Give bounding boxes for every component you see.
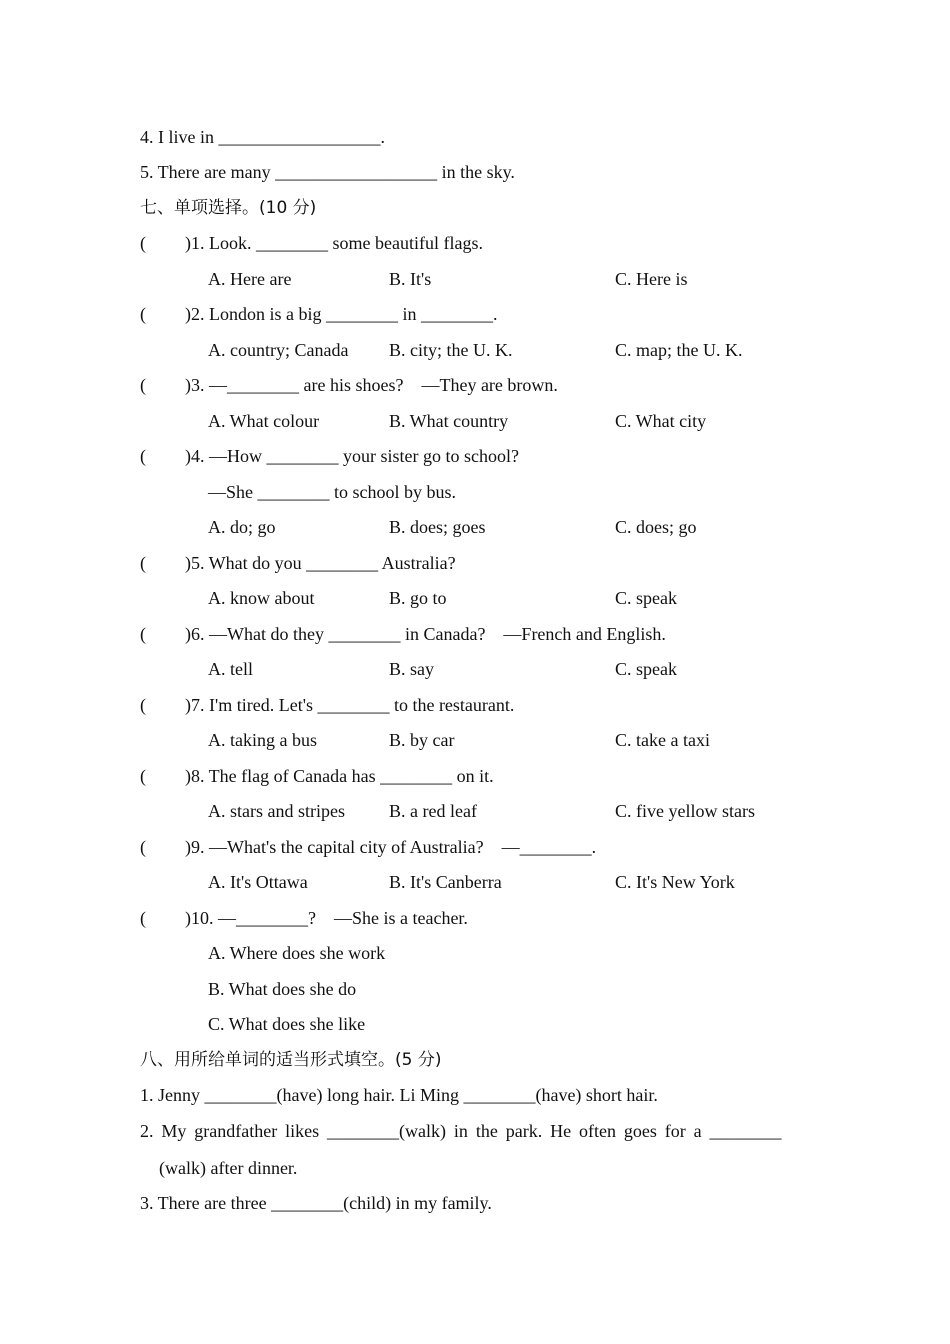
- question-stem: )7. I'm tired. Let's ________ to the restaurant.: [185, 695, 515, 715]
- question-7: [140, 694, 514, 716]
- fill-item-2-continued: (walk) after dinner.: [159, 1158, 298, 1178]
- option-b: B. does; goes: [389, 517, 486, 537]
- question-stem: )8. The flag of Canada has ________ on it.: [185, 766, 494, 786]
- question-stem: )3. —________ are his shoes? —They are brown.: [185, 375, 558, 395]
- question-stem: )1. Look. ________ some beautiful flags.: [185, 233, 483, 253]
- option-a: A. It's Ottawa: [208, 872, 308, 892]
- answer-paren: (: [140, 304, 146, 324]
- question-stem: )10. —________? —She is a teacher.: [185, 908, 468, 928]
- option-a: A. tell: [208, 659, 253, 679]
- fill-item-5: 5. There are many __________________ in the sky.: [140, 162, 515, 182]
- option-b: B. city; the U. K.: [389, 340, 513, 360]
- section-7-title: 七、单项选择。(10 分): [140, 198, 317, 218]
- answer-paren: (: [140, 233, 146, 253]
- option-a: A. know about: [208, 588, 315, 608]
- option-a: A. Where does she work: [208, 943, 386, 963]
- option-b: B. It's: [389, 269, 432, 289]
- answer-paren: (: [140, 375, 146, 395]
- answer-paren: (: [140, 908, 146, 928]
- answer-paren: (: [140, 446, 146, 466]
- option-c: C. five yellow stars: [615, 801, 755, 821]
- question-4: [140, 445, 519, 467]
- question-stem: )9. —What's the capital city of Australia? —________.: [185, 837, 597, 857]
- fill-item-3: 3. There are three ________(child) in my family.: [140, 1193, 492, 1213]
- option-a: A. do; go: [208, 517, 276, 537]
- option-b: B. a red leaf: [389, 801, 477, 821]
- option-c: C. speak: [615, 659, 677, 679]
- option-b: B. What does she do: [208, 979, 357, 999]
- option-c: C. does; go: [615, 517, 697, 537]
- answer-paren: (: [140, 837, 146, 857]
- section-8-title: 八、用所给单词的适当形式填空。(5 分): [140, 1050, 442, 1070]
- option-b: B. It's Canberra: [389, 872, 502, 892]
- question-8: [140, 765, 494, 787]
- option-c: C. What city: [615, 411, 707, 431]
- fill-item-1: 1. Jenny ________(have) long hair. Li Ming ________(have) short hair.: [140, 1085, 658, 1105]
- option-a: A. taking a bus: [208, 730, 317, 750]
- option-a: A. Here are: [208, 269, 292, 289]
- fill-item-4: 4. I live in __________________.: [140, 127, 385, 147]
- question-2: [140, 303, 498, 325]
- question-3: [140, 374, 558, 396]
- option-a: A. What colour: [208, 411, 320, 431]
- option-c: C. What does she like: [208, 1014, 366, 1034]
- question-4-stem-line-2: —She ________ to school by bus.: [208, 482, 457, 502]
- option-c: C. map; the U. K.: [615, 340, 743, 360]
- answer-paren: (: [140, 624, 146, 644]
- option-c: C. It's New York: [615, 872, 735, 892]
- question-9: [140, 836, 596, 858]
- option-b: B. by car: [389, 730, 455, 750]
- question-stem: )4. —How ________ your sister go to school?: [185, 446, 519, 466]
- fill-item-2: 2. My grandfather likes ________(walk) in the park. He often goes for a ________: [140, 1121, 782, 1141]
- answer-paren: (: [140, 695, 146, 715]
- question-6: [140, 623, 666, 645]
- option-c: C. Here is: [615, 269, 688, 289]
- option-c: C. take a taxi: [615, 730, 710, 750]
- answer-paren: (: [140, 766, 146, 786]
- question-1: [140, 232, 483, 254]
- question-stem: )5. What do you ________ Australia?: [185, 553, 456, 573]
- option-b: B. What country: [389, 411, 509, 431]
- question-10: [140, 907, 468, 929]
- option-c: C. speak: [615, 588, 677, 608]
- question-stem: )2. London is a big ________ in ________.: [185, 304, 498, 324]
- option-b: B. go to: [389, 588, 447, 608]
- question-5: [140, 552, 456, 574]
- answer-paren: (: [140, 553, 146, 573]
- option-b: B. say: [389, 659, 434, 679]
- option-a: A. stars and stripes: [208, 801, 345, 821]
- question-stem: )6. —What do they ________ in Canada? —French and English.: [185, 624, 666, 644]
- option-a: A. country; Canada: [208, 340, 349, 360]
